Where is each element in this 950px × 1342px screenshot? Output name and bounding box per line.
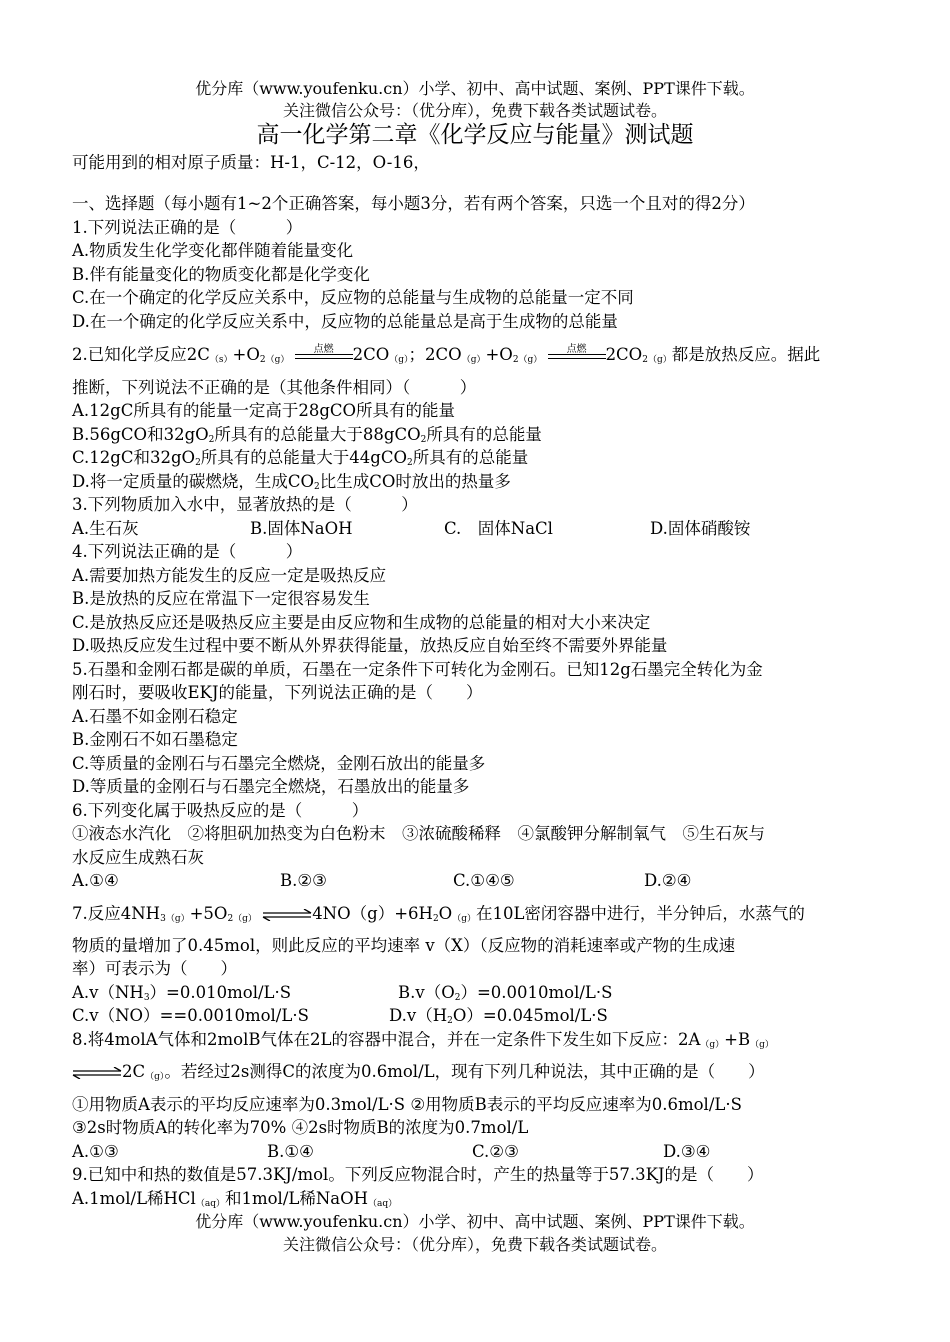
question-3-option-a: A.生石灰 xyxy=(72,519,139,538)
question-4-option-a: A.需要加热方能发生的反应一定是吸热反应 xyxy=(72,566,387,585)
question-8-items: ①用物质A表示的平均反应速率为0.3mol/L·S ②用物质B表示的平均反应速率为0.6mol/L·S xyxy=(72,1095,742,1114)
question-8-option-a: A.①③ xyxy=(72,1142,119,1161)
reversible-arrow-icon xyxy=(72,1067,122,1079)
page-title: 高一化学第二章《化学反应与能量》测试题 xyxy=(256,122,694,148)
question-4-option-d: D.吸热反应发生过程中要不断从外界获得能量，放热反应自始至终不需要外界能量 xyxy=(72,636,668,655)
question-7-option-a: $A.v(NH_3)=0.010mol/L\cdot S$ xyxy=(72,983,292,1003)
question-8-option-b: B.①④ xyxy=(267,1142,314,1161)
reaction-arrow-ignite: 点燃 xyxy=(548,348,606,364)
question-9-option-a: A.1mol/L稀HCl$_{(aq)}$和1mol/L稀NaOH$_{(aq)}$ xyxy=(72,1189,398,1209)
question-4-option-b: B.是放热的反应在常温下一定很容易发生 xyxy=(72,589,370,608)
question-1-option-b: B.伴有能量变化的物质变化都是化学变化 xyxy=(72,265,370,284)
question-1-option-c: C.在一个确定的化学反应关系中，反应物的总能量与生成物的总能量一定不同 xyxy=(72,288,634,307)
question-2-option-a: A.12gC所具有的能量一定高于28gCO所具有的能量 xyxy=(72,401,456,420)
question-3-option-d: D.固体硝酸铵 xyxy=(650,519,751,538)
question-4-stem: 4.下列说法正确的是（ ） xyxy=(72,542,303,561)
question-7-stem-2: 物质的量增加了0.45mol，则此反应的平均速率 v（X）（反应物的消耗速率或产物的生成速 xyxy=(72,936,736,955)
question-8-items-2: ③2s时物质A的转化率为70% ④2s时物质B的浓度为0.7mol/L xyxy=(72,1118,529,1137)
question-3-option-b: B.固体NaOH xyxy=(250,519,353,538)
question-9-stem: 9.已知中和热的数值是57.3KJ/mol。下列反应物混合时，产生的热量等于57.3KJ的是（ ） xyxy=(72,1165,764,1184)
question-3-stem: 3.下列物质加入水中，显著放热的是（ ） xyxy=(72,495,418,514)
atomic-mass-note: 可能用到的相对原子质量：H-1，C-12，O-16， xyxy=(72,153,430,172)
question-8-option-c: C.②③ xyxy=(472,1142,519,1161)
question-8-option-d: D.③④ xyxy=(663,1142,711,1161)
question-2-option-c: C.12gC和$32gO_2$所具有的总能量大于44gCO$_2$所具有的总能量 xyxy=(72,448,529,468)
question-6-option-b: B.②③ xyxy=(280,871,327,890)
footer-line-1: 优分库（www.youfenku.cn）小学、初中、高中试题、案例、PPT课件下载。 xyxy=(195,1212,755,1231)
question-2-option-b: B.56gCO和$32gO_2$所具有的总能量大于88gCO$_2$所具有的总能量 xyxy=(72,425,542,445)
question-5-option-d: D.等质量的金刚石与石墨完全燃烧，石墨放出的能量多 xyxy=(72,777,470,796)
question-8-stem: 8.将4molA气体和2molB气体在2L的容器中混合，并在一定条件下发生如下反应：$2A_{(g)}+B_{(g)}$ xyxy=(72,1030,774,1050)
question-6-option-c: C.①④⑤ xyxy=(453,871,515,890)
question-6-option-d: D.②④ xyxy=(644,871,692,890)
question-7-option-b: $B.v(O_2)=0.0010mol/L\cdot S$ xyxy=(398,983,613,1003)
question-4-option-c: C.是放热反应还是吸热反应主要是由反应物和生成物的总能量的相对大小来决定 xyxy=(72,613,651,632)
header-line-2: 关注微信公众号：（优分库），免费下载各类试题试卷。 xyxy=(282,101,667,120)
reversible-arrow-icon xyxy=(262,909,312,921)
question-3-option-c: C. 固体NaCl xyxy=(444,519,553,538)
question-6-items: ①液态水汽化 ②将胆矾加热变为白色粉末 ③浓硫酸稀释 ④氯酸钾分解制氧气 ⑤生石灰与 xyxy=(72,824,765,843)
question-1-stem: 1.下列说法正确的是（ ） xyxy=(72,218,303,237)
question-5-stem-2: 刚石时，要吸收EKJ的能量，下列说法正确的是（ ） xyxy=(72,683,483,702)
header-line-1: 优分库（www.youfenku.cn）小学、初中、高中试题、案例、PPT课件下载。 xyxy=(195,79,755,98)
question-6-stem: 6.下列变化属于吸热反应的是（ ） xyxy=(72,801,369,820)
question-2-option-d: D.将一定质量的碳燃烧，生成$CO_2$比生成CO时放出的热量多 xyxy=(72,472,511,492)
question-1-option-a: A.物质发生化学变化都伴随着能量变化 xyxy=(72,241,354,260)
section-heading: 一、选择题（每小题有1~2个正确答案，每小题3分，若有两个答案，只选一个且对的得2分） xyxy=(72,194,755,213)
reaction-arrow-ignite: 点燃 xyxy=(295,348,353,364)
question-7-stem-3: 率）可表示为（ ） xyxy=(72,959,237,978)
question-7-option-c: C.v（NO）==0.0010mol/L·S xyxy=(72,1006,309,1025)
question-1-option-d: D.在一个确定的化学反应关系中，反应物的总能量总是高于生成物的总能量 xyxy=(72,312,618,331)
question-5-option-c: C.等质量的金刚石与石墨完全燃烧，金刚石放出的能量多 xyxy=(72,754,486,773)
question-7-stem: 7.反应$4NH_{3(g)}+5O_{2(g)}$ $4NO(g)+6H_2O_{(g)}$在10L密闭容器中进行，半分钟后，水蒸气的 xyxy=(72,904,805,924)
footer-line-2: 关注微信公众号：（优分库），免费下载各类试题试卷。 xyxy=(282,1235,667,1254)
question-2-stem: 2.已知化学反应$2C_{(s)}+O_{2(g)}$ 点燃 $2CO_{(g)}$；$2CO_{(g)}+O_{2(g)}$ 点燃 $2CO_{2(g)}$都是放热反应。据此 xyxy=(72,343,821,365)
question-5-option-a: A.石墨不如金刚石稳定 xyxy=(72,707,238,726)
question-6-items-2: 水反应生成熟石灰 xyxy=(72,848,204,867)
question-5-option-b: B.金刚石不如石墨稳定 xyxy=(72,730,238,749)
question-8-stem-2: $2C_{(g)}$。若经过2s测得C的浓度为0.6mol/L，现有下列几种说法，其中正确的是（ ） xyxy=(72,1061,887,1088)
question-6-option-a: A.①④ xyxy=(72,871,119,890)
question-5-stem: 5.石墨和金刚石都是碳的单质，石墨在一定条件下可转化为金刚石。已知12g石墨完全转化为金 xyxy=(72,660,763,679)
question-2-stem-2: 推断，下列说法不正确的是（其他条件相同）（ ） xyxy=(72,378,477,397)
question-7-option-d: $D.v(H_2O)=0.045mol/L\cdot S$ xyxy=(389,1006,608,1026)
